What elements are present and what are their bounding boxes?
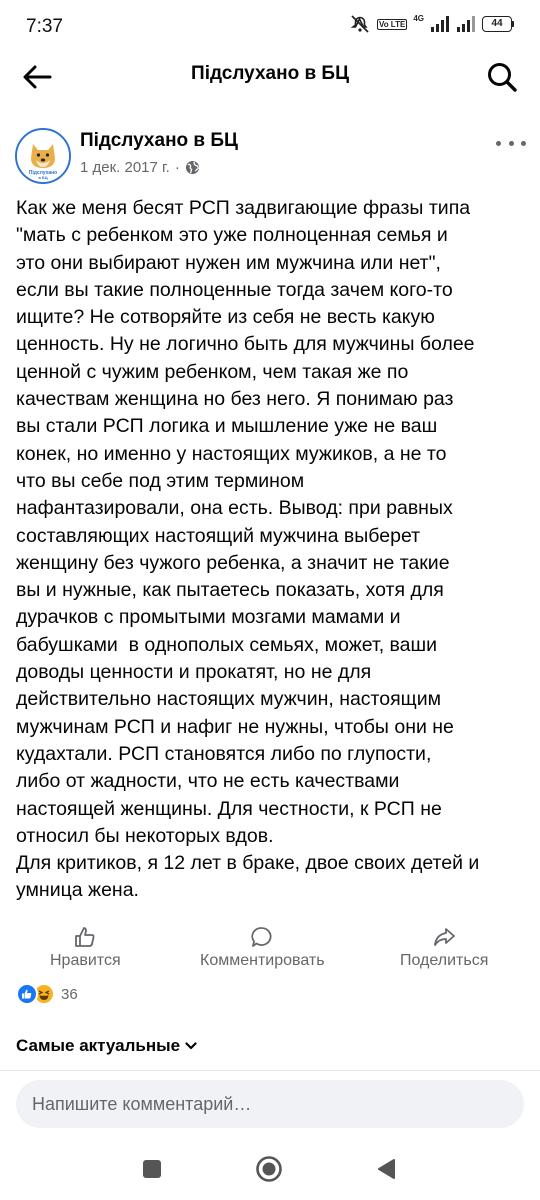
status-bar	[0, 0, 540, 52]
app-header	[0, 52, 540, 100]
volte-icon: Vo LTE	[378, 19, 406, 29]
post-meta	[80, 159, 200, 176]
search-icon	[486, 61, 518, 93]
post-line: это они выбирают нужен им мужчина или нет",	[16, 251, 441, 274]
battery-icon	[482, 16, 514, 32]
chevron-down-icon	[185, 1042, 197, 1050]
comment-button[interactable]	[200, 925, 325, 970]
post-header	[0, 125, 540, 189]
reactions-summary[interactable]	[16, 982, 78, 1006]
page-name[interactable]: Підслухано в БЦ	[80, 130, 238, 151]
search-button[interactable]	[484, 59, 520, 95]
avatar[interactable]	[15, 128, 71, 184]
back-triangle-icon	[376, 1158, 396, 1180]
sort-label: Самые актуальные	[16, 1036, 181, 1055]
mute-icon	[349, 14, 371, 34]
reaction-count: 36	[61, 985, 78, 1003]
post-line: умница жена.	[16, 879, 139, 902]
post-line: "мать с ребенком это уже полноценная семья и	[16, 224, 448, 247]
post-line: если вы такие полноценные тогда зачем кого-то	[16, 278, 453, 301]
comment-input[interactable]	[16, 1080, 524, 1128]
post-line: кудахтали. РСП становятся либо по глупости,	[16, 742, 432, 765]
post-line: доводы ценности и прокатят, но не для	[16, 661, 372, 684]
dot	[509, 141, 514, 146]
status-icons	[349, 14, 514, 34]
signal-icon	[430, 16, 450, 32]
status-time: 7:37	[26, 16, 63, 37]
post-line: настоящей женщины. Для честности, к РСП не	[16, 797, 442, 820]
recent-apps-icon	[142, 1159, 162, 1179]
post-line: ценность. Ну не логично быть для мужчины более	[16, 333, 475, 356]
post-date[interactable]: 1 дек. 2017 г.	[80, 159, 170, 176]
home-icon	[255, 1155, 283, 1183]
svg-text:в БЦ: в БЦ	[38, 175, 48, 180]
system-back-button[interactable]	[371, 1154, 401, 1184]
post-line: ценной с чужим ребенком, чем такая же по	[16, 360, 409, 383]
post-line: качествам женщина но без него. Я понимаю раз	[16, 388, 454, 411]
home-button[interactable]	[254, 1154, 284, 1184]
meta-separator: ·	[174, 159, 180, 176]
dot	[496, 141, 501, 146]
doge-logo	[17, 130, 69, 182]
post-line: относил бы некоторых вдов.	[16, 824, 274, 847]
comment-bar	[0, 1070, 540, 1140]
more-dots-icon[interactable]	[496, 133, 526, 153]
post-line: нафантазировали, она есть. Вывод: при равных	[16, 497, 453, 520]
signal-icon	[456, 16, 476, 32]
post-line: Как же меня бесят РСП задвигающие фразы типа	[16, 197, 471, 219]
comment-bubble-icon	[250, 925, 274, 949]
post-text	[16, 195, 528, 905]
post-line: что вы себе под этим термином	[16, 469, 305, 492]
page-title: Підслухано в БЦ	[191, 63, 349, 84]
share-arrow-icon	[432, 925, 456, 949]
system-nav-bar	[0, 1140, 540, 1200]
post-line: дурачков с промытыми мозгами мамами и	[16, 606, 401, 629]
post-line: действительно настоящих мужчин, настоящим	[16, 688, 442, 711]
globe-icon	[185, 160, 200, 175]
like-label: Нравится	[50, 952, 121, 969]
post-line: мужчинам РСП и нафиг не нужны, чтобы они не	[16, 715, 454, 738]
battery-tip	[512, 21, 514, 27]
like-button[interactable]	[50, 925, 121, 970]
post-line: составляющих настоящий мужчина выберет	[16, 524, 421, 547]
svg-text:Підслухано: Підслухано	[28, 170, 58, 176]
post-actions	[0, 925, 540, 975]
post-line: либо от жадности, что не есть качествами	[16, 770, 400, 793]
like-reaction-icon	[16, 983, 38, 1005]
share-label: Поделиться	[400, 952, 489, 969]
battery-level: 44	[482, 16, 512, 32]
post-line: вы и нужные, как пытаетесь показать, хотя для	[16, 579, 444, 602]
comment-sort-dropdown[interactable]	[16, 1036, 197, 1056]
comment-label: Комментировать	[200, 952, 325, 969]
post-line: женщину без чужого ребенка, а значит не такие	[16, 551, 450, 574]
recent-apps-button[interactable]	[137, 1154, 167, 1184]
thumbs-up-icon	[73, 925, 97, 949]
share-button[interactable]	[400, 925, 488, 970]
post-line: ищите? Не сотворяйте из себя не весть какую	[16, 306, 435, 329]
post-line: Для критиков, я 12 лет в браке, двое своих детей и	[16, 852, 480, 875]
post-line: бабушками в однополых семьях, может, ваши	[16, 633, 438, 656]
dot	[521, 141, 526, 146]
network-type-label: 4G	[413, 13, 424, 23]
post-line: вы стали РСП логика и мышление уже не ваш	[16, 415, 438, 438]
post-line: конек, но именно у настоящих мужиков, а не то	[16, 442, 447, 465]
